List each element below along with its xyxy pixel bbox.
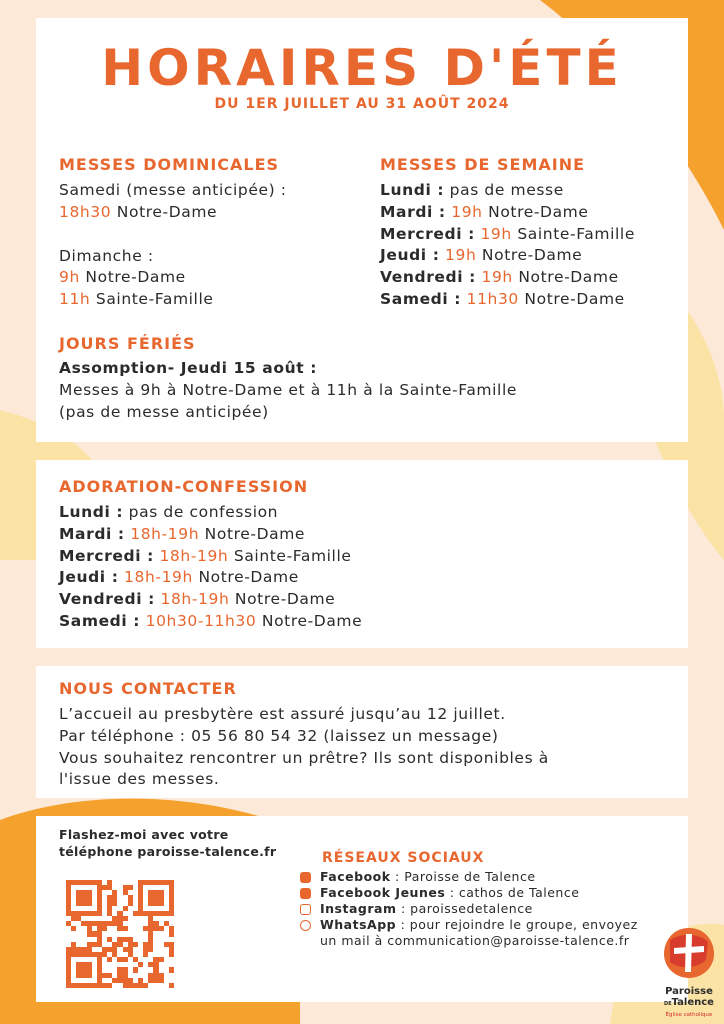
samedi-line: Samedi (messe anticipée) : bbox=[59, 181, 287, 199]
contact-phone-line: Par téléphone : 05 56 80 54 32 (laissez un message) bbox=[59, 726, 499, 745]
schedule-row: Mercredi : 19h Sainte-Famille bbox=[380, 224, 635, 243]
schedule-row: Mardi : 18h-19h Notre-Dame bbox=[59, 524, 306, 543]
semaine-heading: MESSES DE SEMAINE bbox=[380, 155, 586, 174]
semaine-section bbox=[380, 155, 635, 311]
social-item-facebook[interactable]: Facebook : Paroisse de Talence bbox=[320, 869, 536, 884]
schedule-row: Mercredi : 18h-19h Sainte-Famille bbox=[59, 546, 352, 565]
page-subtitle: DU 1ER JUILLET AU 31 AOÛT 2024 bbox=[214, 96, 510, 112]
instagram-icon bbox=[300, 904, 311, 915]
feries-line-1: Assomption- Jeudi 15 août : bbox=[59, 359, 318, 377]
schedule-row: Jeudi : 18h-19h Notre-Dame bbox=[59, 568, 299, 587]
social-item-whatsapp[interactable]: WhatsApp : pour rejoindre le groupe, envoyez bbox=[320, 917, 638, 932]
feries-line-2: Messes à 9h à Notre-Dame et à 11h à la Sainte-Famille bbox=[59, 380, 517, 399]
contact-heading: NOUS CONTACTER bbox=[59, 679, 237, 698]
schedule-row: Samedi : 11h30 Notre-Dame bbox=[380, 289, 625, 308]
contact-card bbox=[36, 666, 688, 798]
schedule-row: Jeudi : 19h Notre-Dame bbox=[380, 246, 583, 265]
samedi-time-line: 18h30 Notre-Dame bbox=[59, 202, 218, 221]
footer-card bbox=[36, 816, 688, 1002]
logo-mark bbox=[658, 924, 720, 982]
adoration-card bbox=[36, 460, 688, 648]
qr-caption: Flashez-moi avec votre téléphone paroisse-talence.fr bbox=[59, 827, 277, 859]
schedule-row: Samedi : 10h30-11h30 Notre-Dame bbox=[59, 611, 363, 630]
dimanche-time-2: 11h Sainte-Famille bbox=[59, 290, 214, 309]
schedule-row: Lundi : pas de messe bbox=[380, 181, 564, 199]
whatsapp-line-2: un mail à communication@paroisse-talence.fr bbox=[320, 933, 630, 948]
contact-line: Vous souhaitez rencontrer un prêtre? Ils sont disponibles à bbox=[59, 748, 549, 767]
schedule-card bbox=[36, 18, 688, 442]
contact-line: L’accueil au presbytère est assuré jusqu’au 12 juillet. bbox=[59, 705, 506, 723]
paroisse-logo: Paroisse DETalence Église catholique bbox=[658, 924, 720, 1020]
schedule-row: Lundi : pas de confession bbox=[59, 503, 279, 521]
schedule-row: Vendredi : 18h-19h Notre-Dame bbox=[59, 590, 336, 609]
schedule-row: Vendredi : 19h Notre-Dame bbox=[380, 268, 619, 287]
page-title: HORAIRES D'ÉTÉ bbox=[101, 39, 623, 97]
dominicales-section bbox=[59, 155, 287, 311]
social-heading: RÉSEAUX SOCIAUX bbox=[322, 850, 485, 866]
dominicales-heading: MESSES DOMINICALES bbox=[59, 155, 280, 174]
dimanche-time-1: 9h Notre-Dame bbox=[59, 268, 186, 287]
feries-line-3: (pas de messe anticipée) bbox=[59, 402, 269, 421]
facebook-icon bbox=[300, 872, 311, 883]
feries-heading: JOURS FÉRIÉS bbox=[59, 334, 196, 353]
social-item-instagram[interactable]: Instagram : paroissedetalence bbox=[320, 901, 533, 916]
qr-code[interactable] bbox=[66, 880, 174, 988]
adoration-heading: ADORATION-CONFESSION bbox=[59, 477, 309, 496]
facebook-icon bbox=[300, 888, 311, 899]
social-item-facebook-jeunes[interactable]: Facebook Jeunes : cathos de Talence bbox=[320, 885, 580, 900]
whatsapp-icon bbox=[300, 920, 311, 931]
schedule-row: Mardi : 19h Notre-Dame bbox=[380, 202, 589, 221]
feries-section bbox=[59, 334, 517, 423]
contact-line: l'issue des messes. bbox=[59, 770, 220, 789]
dimanche-line: Dimanche : bbox=[59, 246, 154, 265]
